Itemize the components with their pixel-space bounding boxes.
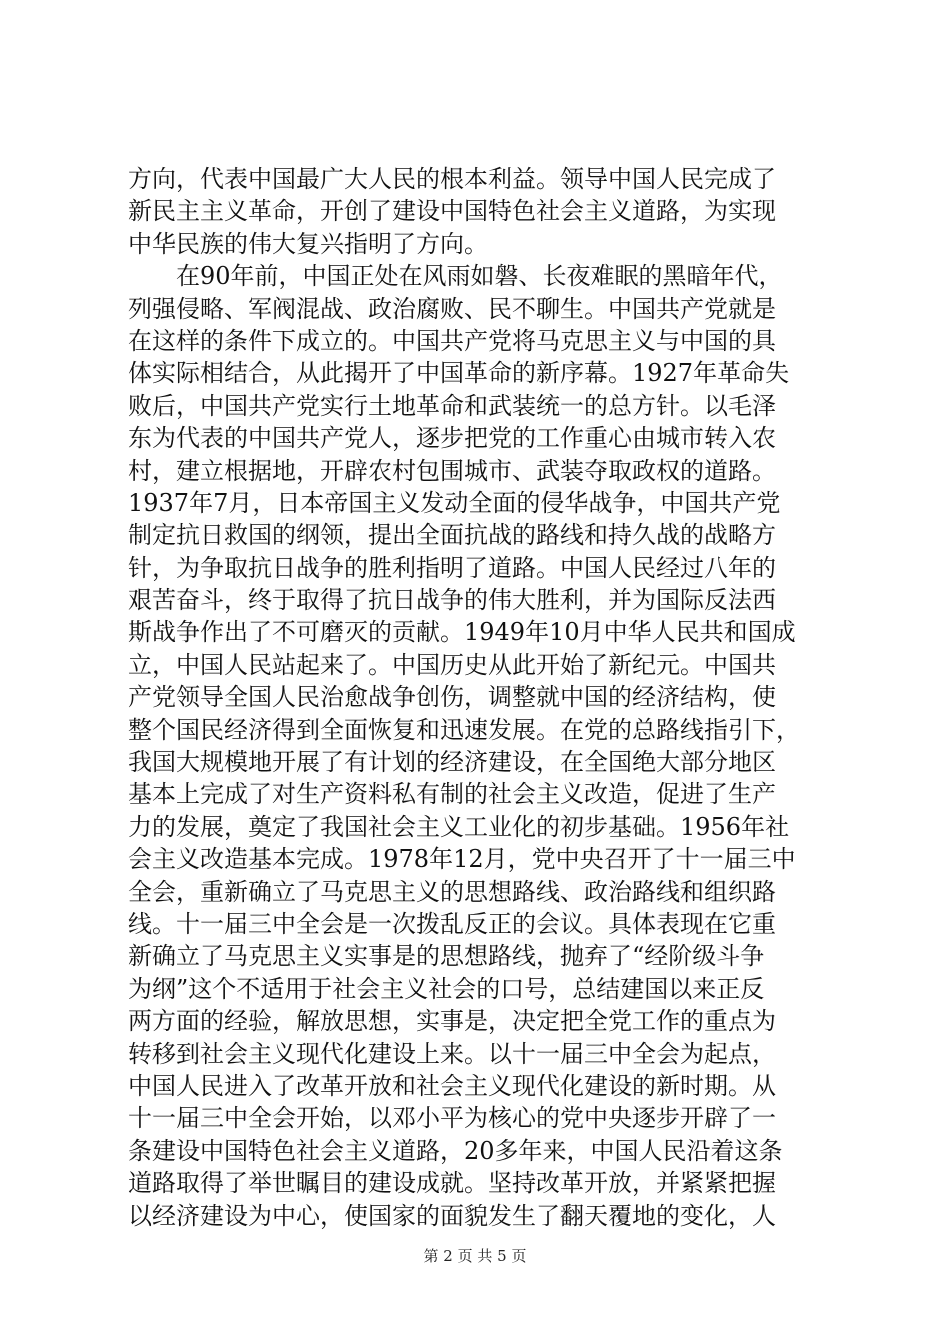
text-line: 两方面的经验，解放思想，实事是，决定把全党工作的重点为 (128, 1007, 776, 1036)
body-text (128, 163, 828, 1232)
text-line: 中华民族的伟大复兴指明了方向。 (128, 229, 488, 258)
text-line: 新民主主义革命，开创了建设中国特色社会主义道路，为实现 (128, 197, 776, 226)
text-line: 斯战争作出了不可磨灭的贡献。1949年10月中华人民共和国成 (128, 618, 796, 647)
text-line: 转移到社会主义现代化建设上来。以十一届三中全会为起点， (128, 1039, 776, 1068)
text-line: 东为代表的中国共产党人，逐步把党的工作重心由城市转入农 (128, 424, 776, 453)
text-line: 新确立了马克思主义实事是的思想路线，抛弃了“经阶级斗争 (128, 942, 765, 971)
text-line: 中国人民进入了改革开放和社会主义现代化建设的新时期。从 (128, 1071, 776, 1100)
text-line: 针，为争取抗日战争的胜利指明了道路。中国人民经过八年的 (128, 553, 776, 582)
text-line: 立，中国人民站起来了。中国历史从此开始了新纪元。中国共 (128, 650, 776, 679)
text-line: 为纲”这个不适用于社会主义社会的口号，总结建国以来正反 (128, 974, 765, 1003)
text-line: 道路取得了举世瞩目的建设成就。坚持改革开放，并紧紧把握 (128, 1169, 776, 1198)
text-line: 方向，代表中国最广大人民的根本利益。领导中国人民完成了 (128, 165, 776, 193)
text-line: 败后，中国共产党实行土地革命和武装统一的总方针。以毛泽 (128, 391, 776, 420)
text-line: 制定抗日救国的纲领，提出全面抗战的路线和持久战的战略方 (128, 521, 776, 550)
text-line: 艰苦奋斗，终于取得了抗日战争的伟大胜利，并为国际反法西 (128, 586, 776, 615)
page-number-label: 第 2 页 共 5 页 (423, 1247, 527, 1265)
text-line: 十一届三中全会开始，以邓小平为核心的党中央逐步开辟了一 (128, 1104, 776, 1133)
text-line: 线。十一届三中全会是一次拨乱反正的会议。具体表现在它重 (128, 909, 776, 938)
text-line: 1937年7月，日本帝国主义发动全面的侵华战争，中国共产党 (128, 488, 781, 517)
text-line: 基本上完成了对生产资料私有制的社会主义改造，促进了生产 (128, 780, 776, 809)
text-line: 条建设中国特色社会主义道路，20多年来，中国人民沿着这条 (128, 1136, 783, 1165)
text-line: 会主义改造基本完成。1978年12月，党中央召开了十一届三中 (128, 845, 796, 874)
text-line: 产党领导全国人民治愈战争创伤，调整就中国的经济结构，使 (128, 683, 776, 712)
text-line: 全会，重新确立了马克思主义的思想路线、政治路线和组织路 (128, 877, 776, 906)
text-line: 在90年前，中国正处在风雨如磐、长夜难眠的黑暗年代， (128, 262, 783, 291)
text-line: 体实际相结合，从此揭开了中国革命的新序幕。1927年革命失 (128, 359, 790, 388)
text-line: 我国大规模地开展了有计划的经济建设，在全国绝大部分地区 (128, 748, 776, 777)
text-line: 在这样的条件下成立的。中国共产党将马克思主义与中国的具 (128, 326, 776, 355)
text-line: 以经济建设为中心，使国家的面貌发生了翻天覆地的变化，人 (128, 1201, 776, 1230)
text-line: 整个国民经济得到全面恢复和迅速发展。在党的总路线指引下， (128, 715, 800, 744)
text-line: 力的发展，奠定了我国社会主义工业化的初步基础。1956年社 (128, 812, 790, 841)
text-line: 列强侵略、军阀混战、政治腐败、民不聊生。中国共产党就是 (128, 294, 776, 323)
page-footer (0, 1245, 950, 1266)
text-line: 村，建立根据地，开辟农村包围城市、武装夺取政权的道路。 (128, 456, 776, 485)
